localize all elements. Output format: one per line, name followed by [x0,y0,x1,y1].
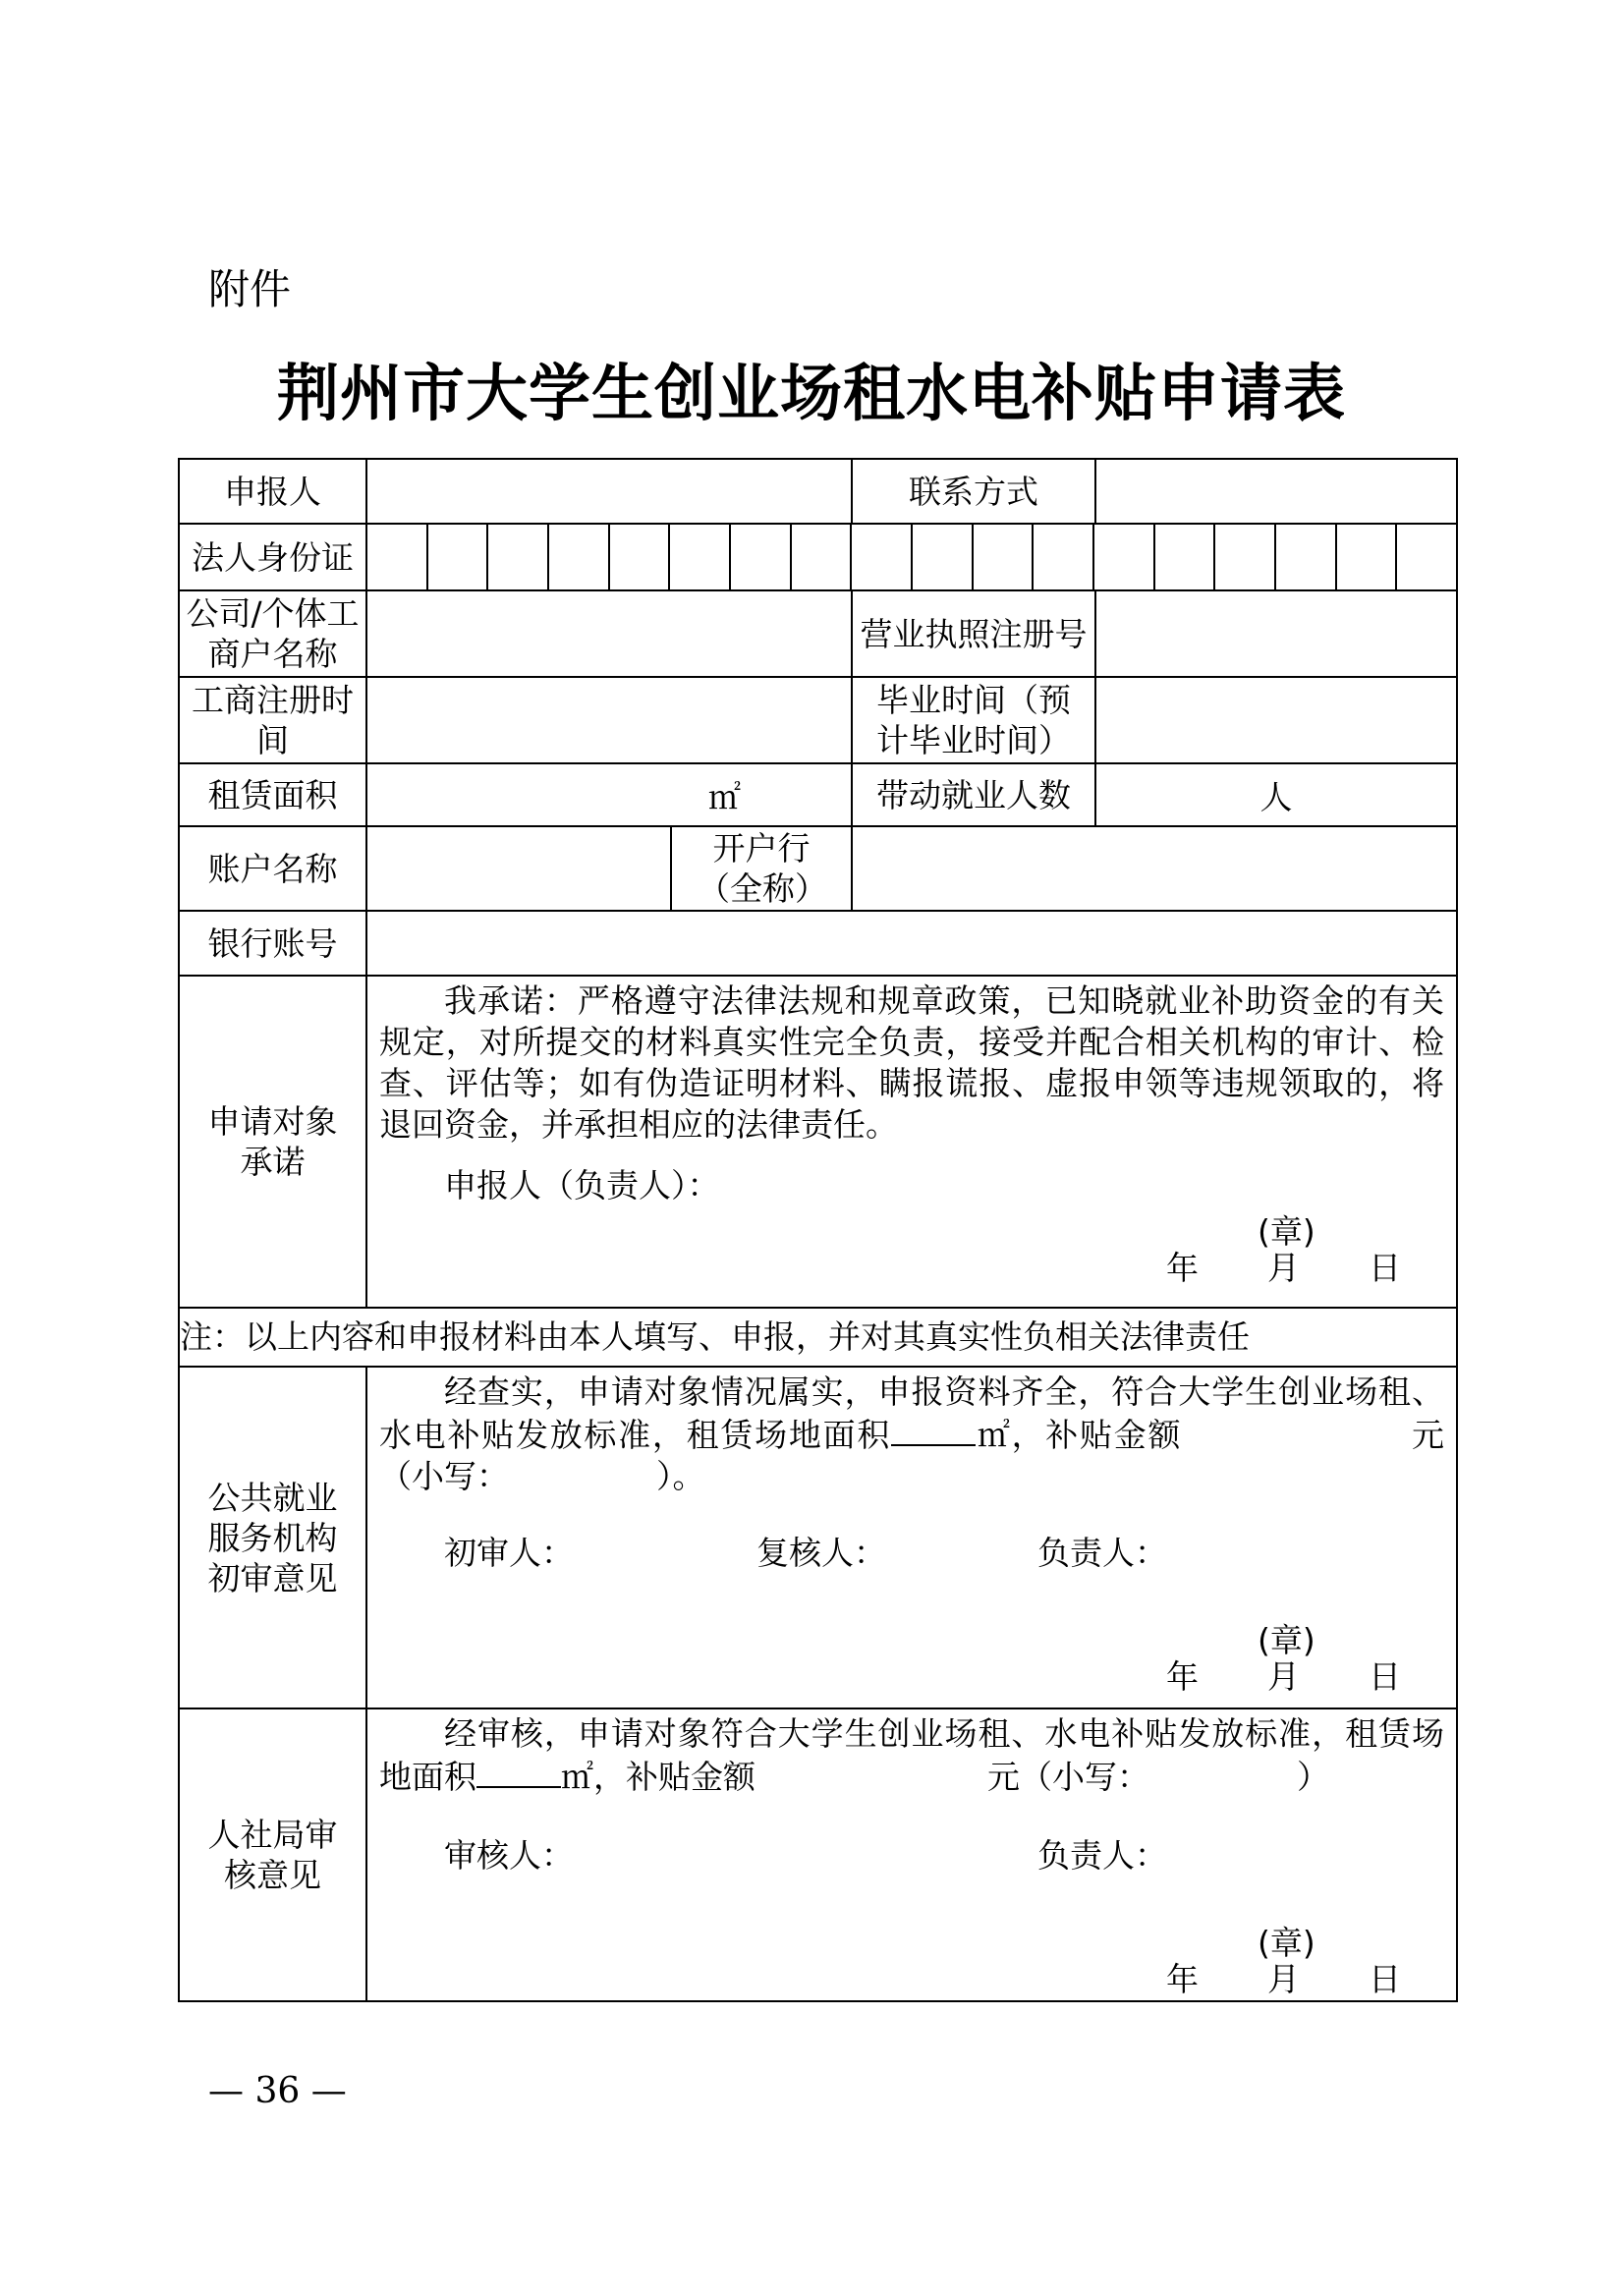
registration-time-label: 工商注册时间 [179,677,366,763]
pledge-text: 我承诺：严格遵守法律法规和规章政策，已知晓就业补助资金的有关规定，对所提交的材料真实性完全负责，接受并配合相关机构的审计、检查、评估等；如有伪造证明材料、瞒报谎报、虚报申领等违规领取的，将退回资金，并承担相应的法律责任。 [379,981,1444,1144]
hr-review-label: 人社局审核意见 [179,1708,366,2001]
id-digit-box[interactable] [790,525,851,589]
id-digit-box[interactable] [1032,525,1092,589]
application-form-table [178,458,1458,2002]
year-label: 年 [1166,1249,1199,1287]
id-digit-box[interactable] [1153,525,1214,589]
id-digit-box[interactable] [547,525,608,589]
rechecker-label: 复核人： [756,1534,886,1572]
responsible-label: 负责人： [1037,1534,1167,1572]
legal-id-boxes[interactable] [366,524,1457,590]
bank-label: 开户行（全称） [671,826,852,911]
rental-area-label: 租赁面积 [179,763,366,826]
id-digit-box[interactable] [1395,525,1456,589]
company-name-field[interactable] [366,590,852,677]
public-review-signers [367,1533,1456,1574]
month-label: 月 [1267,1657,1300,1696]
bank-account-field[interactable] [366,911,1457,976]
pledge-cell [366,976,1457,1308]
pledge-seal: (章) [1258,1212,1315,1251]
page-number: — 36 — [208,2071,347,2111]
bank-account-label: 银行账号 [179,911,366,976]
day-label: 日 [1369,1249,1401,1287]
id-digit-box[interactable] [668,525,729,589]
id-digit-box[interactable] [486,525,547,589]
public-review-seal: (章) [1258,1621,1315,1659]
id-digit-box[interactable] [729,525,790,589]
public-review-label: 公共就业服务机构初审意见 [179,1367,366,1708]
applicant-label: 申报人 [179,459,366,524]
employment-count-field[interactable] [1095,763,1457,826]
license-number-field[interactable] [1095,590,1457,677]
public-review-cell [366,1367,1457,1708]
hr-review-cell [366,1708,1457,2001]
id-digit-box[interactable] [426,525,487,589]
id-digit-box[interactable] [1274,525,1335,589]
id-digit-box[interactable] [1335,525,1396,589]
license-number-label: 营业执照注册号 [852,590,1095,677]
year-label: 年 [1166,1960,1199,1998]
rental-area-field[interactable] [366,763,852,826]
hr-review-signers [367,1835,1456,1876]
id-digit-box[interactable] [911,525,972,589]
day-label: 日 [1369,1657,1401,1696]
id-digit-box[interactable] [608,525,669,589]
applicant-field[interactable] [366,459,852,524]
public-review-date [367,1656,1456,1698]
year-label: 年 [1166,1657,1199,1696]
pledge-signer: 申报人（负责人）： [444,1166,720,1204]
account-name-label: 账户名称 [179,826,366,911]
id-digit-box[interactable] [367,525,426,589]
attachment-label: 附件 [208,265,292,313]
area-blank[interactable] [891,1413,976,1446]
bank-field[interactable] [852,826,1457,911]
reviewer-label: 审核人： [444,1836,574,1875]
month-label: 月 [1267,1960,1300,1998]
initial-reviewer-label: 初审人： [444,1534,574,1572]
area-blank[interactable] [476,1755,561,1788]
area-unit: ㎡ [708,777,741,816]
graduation-time-field[interactable] [1095,677,1457,763]
day-label: 日 [1369,1960,1401,1998]
responsibility-note: 注：以上内容和申报材料由本人填写、申报，并对其真实性负相关法律责任 [179,1308,1457,1367]
account-name-field[interactable] [366,826,671,911]
legal-id-label: 法人身份证 [179,524,366,590]
pledge-label: 申请对象承诺 [179,976,366,1308]
hr-review-text: 经审核，申请对象符合大学生创业场租、水电补贴发放标准，租赁场地面积 ㎡，补贴金额 元（小写： ） [379,1714,1444,1796]
public-review-text: 经查实，申请对象情况属实，申报资料齐全，符合大学生创业场租、水电补贴发放标准，租赁场地面积 ㎡，补贴金额 元（小写： ）。 [379,1372,1445,1495]
id-digit-box[interactable] [1213,525,1274,589]
id-digit-box[interactable] [972,525,1033,589]
employment-unit: 人 [1259,777,1293,816]
month-label: 月 [1267,1249,1300,1287]
id-digit-box[interactable] [850,525,911,589]
hr-review-seal: (章) [1258,1924,1315,1962]
form-title: 荆州市大学生创业场租水电补贴申请表 [277,357,1346,429]
contact-field[interactable] [1095,459,1457,524]
company-name-label: 公司/个体工商户名称 [179,590,366,677]
employment-count-label: 带动就业人数 [852,763,1095,826]
registration-time-field[interactable] [366,677,852,763]
responsible-label: 负责人： [1037,1836,1167,1875]
id-digit-box[interactable] [1092,525,1153,589]
pledge-date [367,1248,1456,1289]
contact-label: 联系方式 [852,459,1095,524]
hr-review-date [367,1959,1456,2000]
graduation-time-label: 毕业时间（预计毕业时间） [852,677,1095,763]
